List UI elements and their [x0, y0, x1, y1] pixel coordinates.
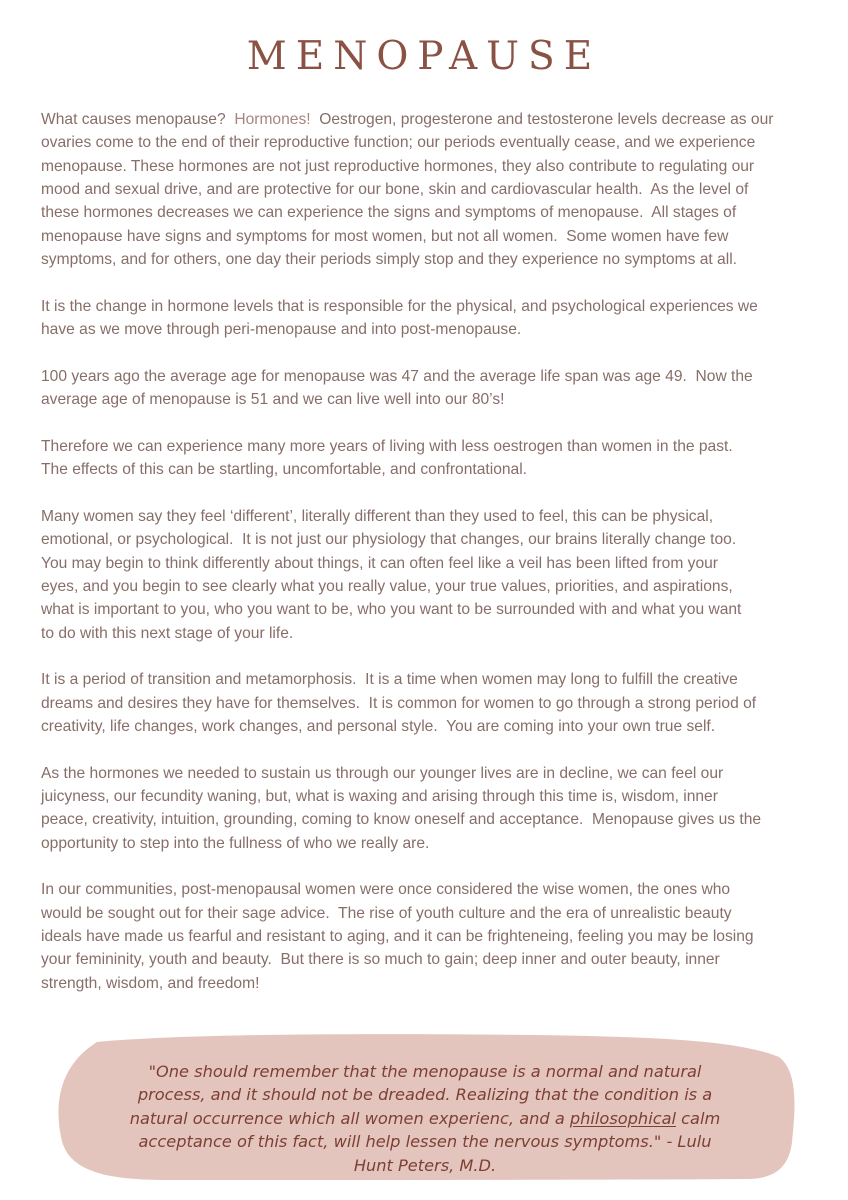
text-segment: average age of menopause is 51 and we can live well into our 80’s! [41, 391, 505, 409]
text-line [41, 692, 816, 715]
text-line [41, 365, 816, 388]
quote-segment: acceptance of this fact, will help lessen the nervous symptoms." - Lulu [138, 1132, 712, 1152]
text-line [41, 832, 816, 855]
text-segment: eyes, and you begin to see clearly what you really value, your true values, priorities, and aspirations, [41, 577, 733, 595]
quote-callout [57, 1032, 797, 1182]
quote-line [57, 1107, 793, 1130]
paragraph [41, 108, 816, 271]
quote-segment: natural occurrence which all women experienc, and a [129, 1108, 570, 1128]
quote-line [57, 1154, 793, 1177]
paragraph [41, 365, 816, 412]
quote-segment: "One should remember that the menopause is a normal and natural [148, 1062, 702, 1081]
text-line [41, 668, 816, 691]
text-segment: opportunity to step into the fullness of who we really are. [41, 834, 430, 852]
text-line [41, 108, 816, 131]
text-line [41, 528, 816, 551]
quote-text [57, 1060, 793, 1177]
quote-segment: Hunt Peters, M.D. [353, 1155, 497, 1175]
article-body [41, 108, 816, 1018]
text-segment: Oestrogen, progesterone and testosterone levels decrease as our [310, 111, 774, 128]
text-segment: dreams and desires they have for themselves. It is common for women to go through a strong period of [41, 694, 757, 712]
text-segment: menopause have signs and symptoms for most women, but not all women. Some women have few [41, 227, 729, 245]
text-segment: You may begin to think differently about things, it can often feel like a veil has been lifted from your [41, 554, 719, 572]
text-segment: what is important to you, who you want to be, who you want to be surrounded with and what you want [41, 601, 742, 619]
text-segment: to do with this next stage of your life. [41, 624, 294, 642]
paragraph [41, 878, 816, 995]
text-segment: As the hormones we needed to sustain us through our younger lives are in decline, we can feel our [41, 764, 724, 782]
text-line [41, 505, 816, 528]
quote-segment: process, and it should not be dreaded. Realizing that the condition is a [137, 1085, 713, 1105]
text-segment: strength, wisdom, and freedom! [41, 974, 260, 992]
text-segment: ideals have made us fearful and resistant to aging, and it can be frighteneing, feeling you may be losing [41, 928, 754, 946]
text-line [41, 598, 816, 621]
text-segment: What causes menopause? [41, 111, 235, 128]
text-line [41, 178, 816, 201]
page-title: MENOPAUSE [246, 34, 602, 79]
text-line [41, 225, 816, 248]
text-line [41, 155, 816, 178]
text-line [41, 552, 816, 575]
text-segment: peace, creativity, intuition, grounding, coming to know oneself and acceptance. Menopause gives us the [41, 811, 762, 829]
text-segment: mood and sexual drive, and are protective for our bone, skin and cardiovascular health. As the level of [41, 181, 749, 199]
text-line [41, 925, 816, 948]
text-segment: It is the change in hormone levels that is responsible for the physical, and psychological experiences we [41, 297, 758, 315]
text-segment: ovaries come to the end of their reproductive function; our periods eventually cease, and we experience [41, 134, 756, 152]
text-line [41, 388, 816, 411]
text-line [41, 201, 816, 224]
quote-segment: calm [676, 1108, 721, 1128]
paragraph [41, 295, 816, 342]
text-segment: your femininity, youth and beauty. But there is so much to gain; deep inner and outer beauty, inner [41, 951, 720, 969]
text-segment: creativity, life changes, work changes, and personal style. You are coming into your own true self. [41, 717, 716, 735]
paragraph [41, 435, 816, 482]
text-line [41, 295, 816, 318]
quote-line [57, 1060, 793, 1083]
text-segment: would be sought out for their sage advice. The rise of youth culture and the era of unrealistic beauty [41, 904, 732, 922]
text-line [41, 131, 816, 154]
text-line [41, 575, 816, 598]
quote-line [57, 1130, 793, 1153]
text-line [41, 808, 816, 831]
paragraph [41, 762, 816, 855]
text-line [41, 785, 816, 808]
text-line [41, 972, 816, 995]
text-line [41, 715, 816, 738]
text-segment: The effects of this can be startling, uncomfortable, and confrontational. [41, 461, 528, 479]
text-segment: In our communities, post-menopausal women were once considered the wise women, the ones who [41, 881, 731, 899]
text-line [41, 248, 816, 271]
text-line [41, 458, 816, 481]
text-segment: menopause. These hormones are not just reproductive hormones, they also contribute to regulating our [41, 157, 755, 175]
text-line [41, 902, 816, 925]
text-segment: have as we move through peri-menopause and into post-menopause. [41, 321, 522, 339]
text-segment: Many women say they feel ‘different’, literally different than they used to feel, this can be physical, [41, 507, 714, 525]
text-segment: symptoms, and for others, one day their periods simply stop and they experience no symptoms at all. [41, 251, 737, 269]
quote-line [57, 1083, 793, 1106]
text-segment: these hormones decreases we can experience the signs and symptoms of menopause. All stages of [41, 204, 737, 222]
paragraph [41, 668, 816, 738]
paragraph [41, 505, 816, 645]
text-line [41, 762, 816, 785]
text-line [41, 948, 816, 971]
underlined-word: philosophical [569, 1108, 677, 1128]
text-line [41, 878, 816, 901]
text-line [41, 622, 816, 645]
text-segment: It is a period of transition and metamorphosis. It is a time when women may long to fulfill the creative [41, 671, 738, 689]
text-segment: 100 years ago the average age for menopause was 47 and the average life span was age 49. Now the [41, 367, 753, 385]
text-segment: juicyness, our fecundity waning, but, what is waxing and arising through this time is, wisdom, inner [41, 787, 718, 805]
text-line [41, 435, 816, 458]
text-segment: emotional, or psychological. It is not just our physiology that changes, our brains literally change too. [41, 531, 737, 549]
text-segment: Therefore we can experience many more years of living with less oestrogen than women in the past. [41, 437, 733, 455]
text-line [41, 318, 816, 341]
highlighted-word: Hormones! [234, 111, 311, 128]
